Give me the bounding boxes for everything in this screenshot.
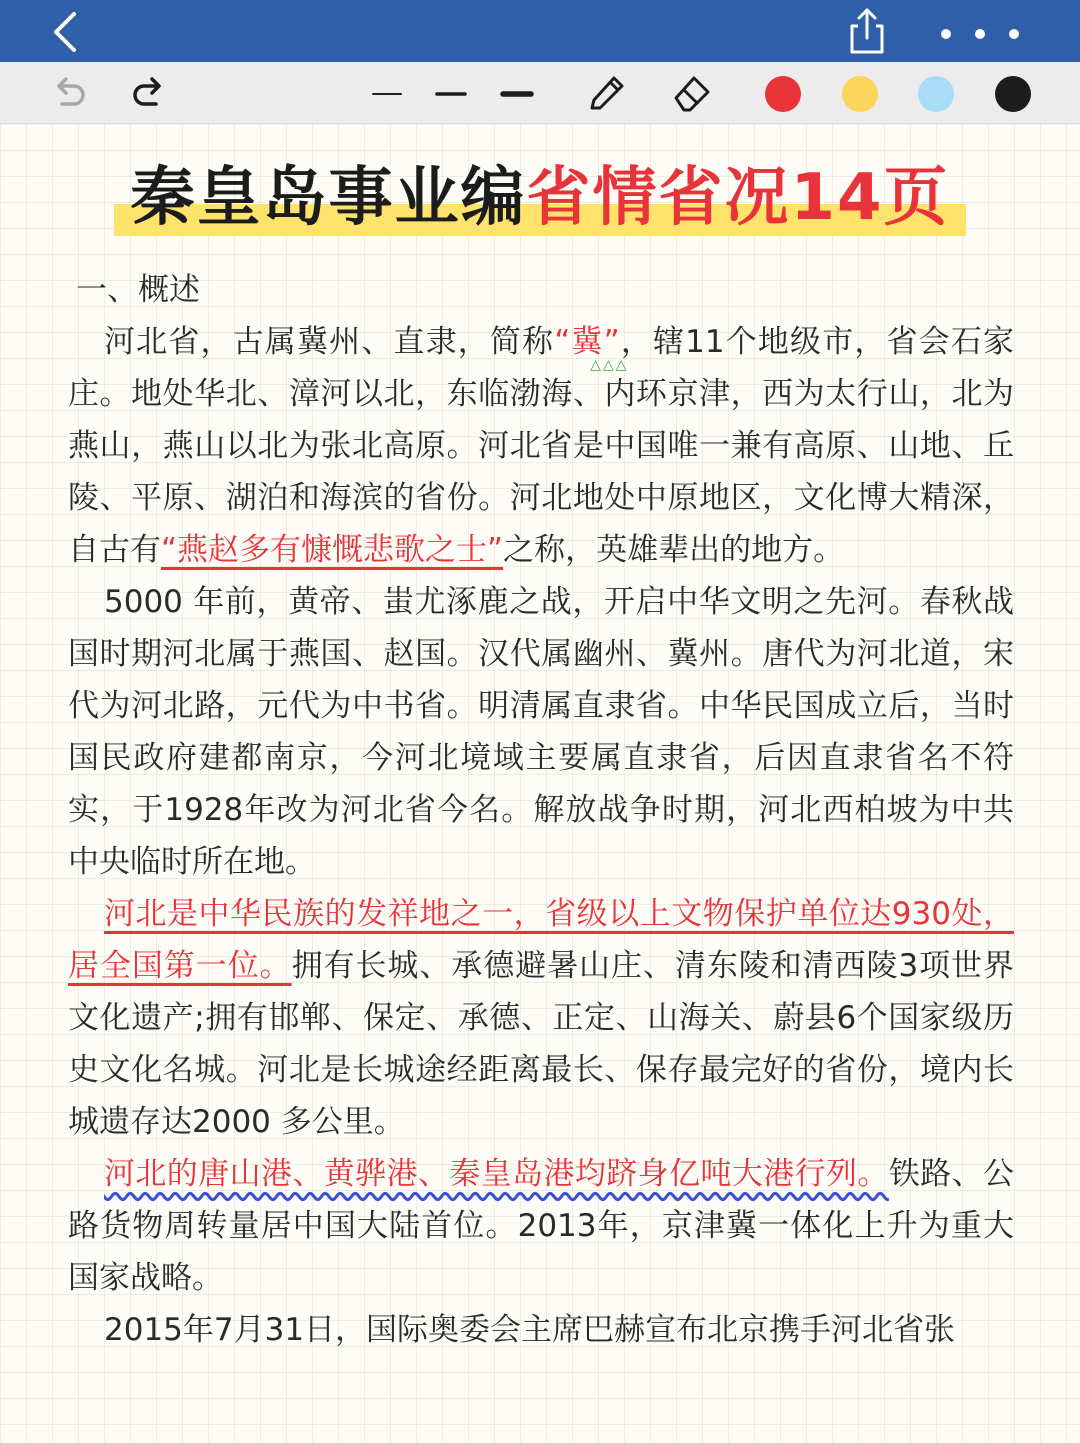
undo-button[interactable]: [46, 70, 92, 116]
color-yellow-swatch[interactable]: [842, 76, 878, 112]
paragraph-5: 2015年7月31日，国际奥委会主席巴赫宣布北京携手河北省张: [104, 1312, 956, 1348]
paragraph-2: 5000 年前，黄帝、蚩尤涿鹿之战，开启中华文明之先河。春秋战国时期河北属于燕国、赵国。汉代属幽州、冀州。唐代为河北道，宋代为河北路，元代为中书省。明清属直隶省。中华民国成立后，当时国民政府建都南京，今河北境域主要属直隶省，后因直隶省名不符实，于1928年改为河北省今名。解放战争时期，河北西柏坡为中共中央临时所在地。: [68, 584, 1014, 880]
document-page: [0, 124, 1080, 1443]
paragraph-3: [68, 888, 1014, 1148]
redo-icon: [126, 70, 172, 116]
more-button[interactable]: [930, 14, 1030, 54]
title-part1: 秦皇岛事业编: [130, 161, 527, 235]
pen-icon: [582, 70, 628, 116]
paragraph-4: [68, 1148, 1014, 1304]
undo-icon: [46, 70, 92, 116]
color-black-swatch[interactable]: [995, 76, 1031, 112]
medium-line-icon: [428, 70, 474, 116]
annotation-toolbar: [0, 62, 1080, 124]
color-red-swatch[interactable]: [765, 76, 801, 112]
highlight-ports: 河北的唐山港、黄骅港、秦皇岛港均跻身亿吨大港行列。: [104, 1156, 889, 1192]
more-dots-icon: [930, 14, 1030, 54]
ji-text: “冀”: [554, 324, 620, 360]
section-heading: 一、概述: [76, 272, 200, 308]
ji-abbreviation: [554, 324, 629, 373]
share-icon: [842, 6, 892, 56]
paragraph-1: [68, 316, 1014, 576]
title-part2: 省情省况14页: [526, 161, 950, 235]
share-button[interactable]: [842, 6, 892, 56]
thin-line-icon: [364, 70, 410, 116]
color-light-blue-swatch[interactable]: [918, 76, 954, 112]
highlight-quote: “燕赵多有慷慨悲歌之士”: [161, 532, 504, 568]
thick-line-button[interactable]: [494, 70, 540, 116]
highlight-heritage: 河北是中华民族的发祥地之一，省级以上文物保护单位达930处，居全国第一位。: [68, 896, 1014, 984]
redo-button[interactable]: [126, 70, 172, 116]
pen-button[interactable]: [582, 70, 628, 116]
chevron-left-icon: [46, 10, 86, 54]
p1-text-c: 之称，英雄辈出的地方。: [503, 532, 845, 568]
page-title: [114, 160, 965, 236]
p1-text-a: 河北省，古属冀州、直隶，简称: [104, 324, 555, 360]
eraser-icon: [668, 70, 714, 116]
emphasis-marks: △△△: [590, 357, 629, 373]
p4-text-b: 铁路、公路货物周转量居中国大陆首位。2013年，京津冀一体化上升为重大国家战略。: [68, 1156, 1015, 1296]
p3-text-b: 拥有长城、承德避暑山庄、清东陵和清西陵3项世界文化遗产;拥有邯郸、保定、承德、正定、山海关、蔚县6个国家级历史文化名城。河北是长城途经距离最长、保存最完好的省份，境内长城遗存达2000 多公里。: [68, 948, 1014, 1140]
title-container: [0, 160, 1080, 236]
thin-line-button[interactable]: [364, 70, 410, 116]
p1-text-b: ，辖11个地级市，省会石家庄。地处华北、漳河以北，东临渤海、内环京津，西为太行山，北为燕山，燕山以北为张北高原。河北省是中国唯一兼有高原、山地、丘陵、平原、湖泊和海滨的省份。河北地处中原地区，文化博大精深，自古有: [68, 324, 1014, 568]
document-body: [68, 264, 1014, 1356]
medium-line-button[interactable]: [428, 70, 474, 116]
back-button[interactable]: [46, 10, 86, 54]
thick-line-icon: [494, 70, 540, 116]
top-nav-bar: [0, 0, 1080, 62]
eraser-button[interactable]: [668, 70, 714, 116]
